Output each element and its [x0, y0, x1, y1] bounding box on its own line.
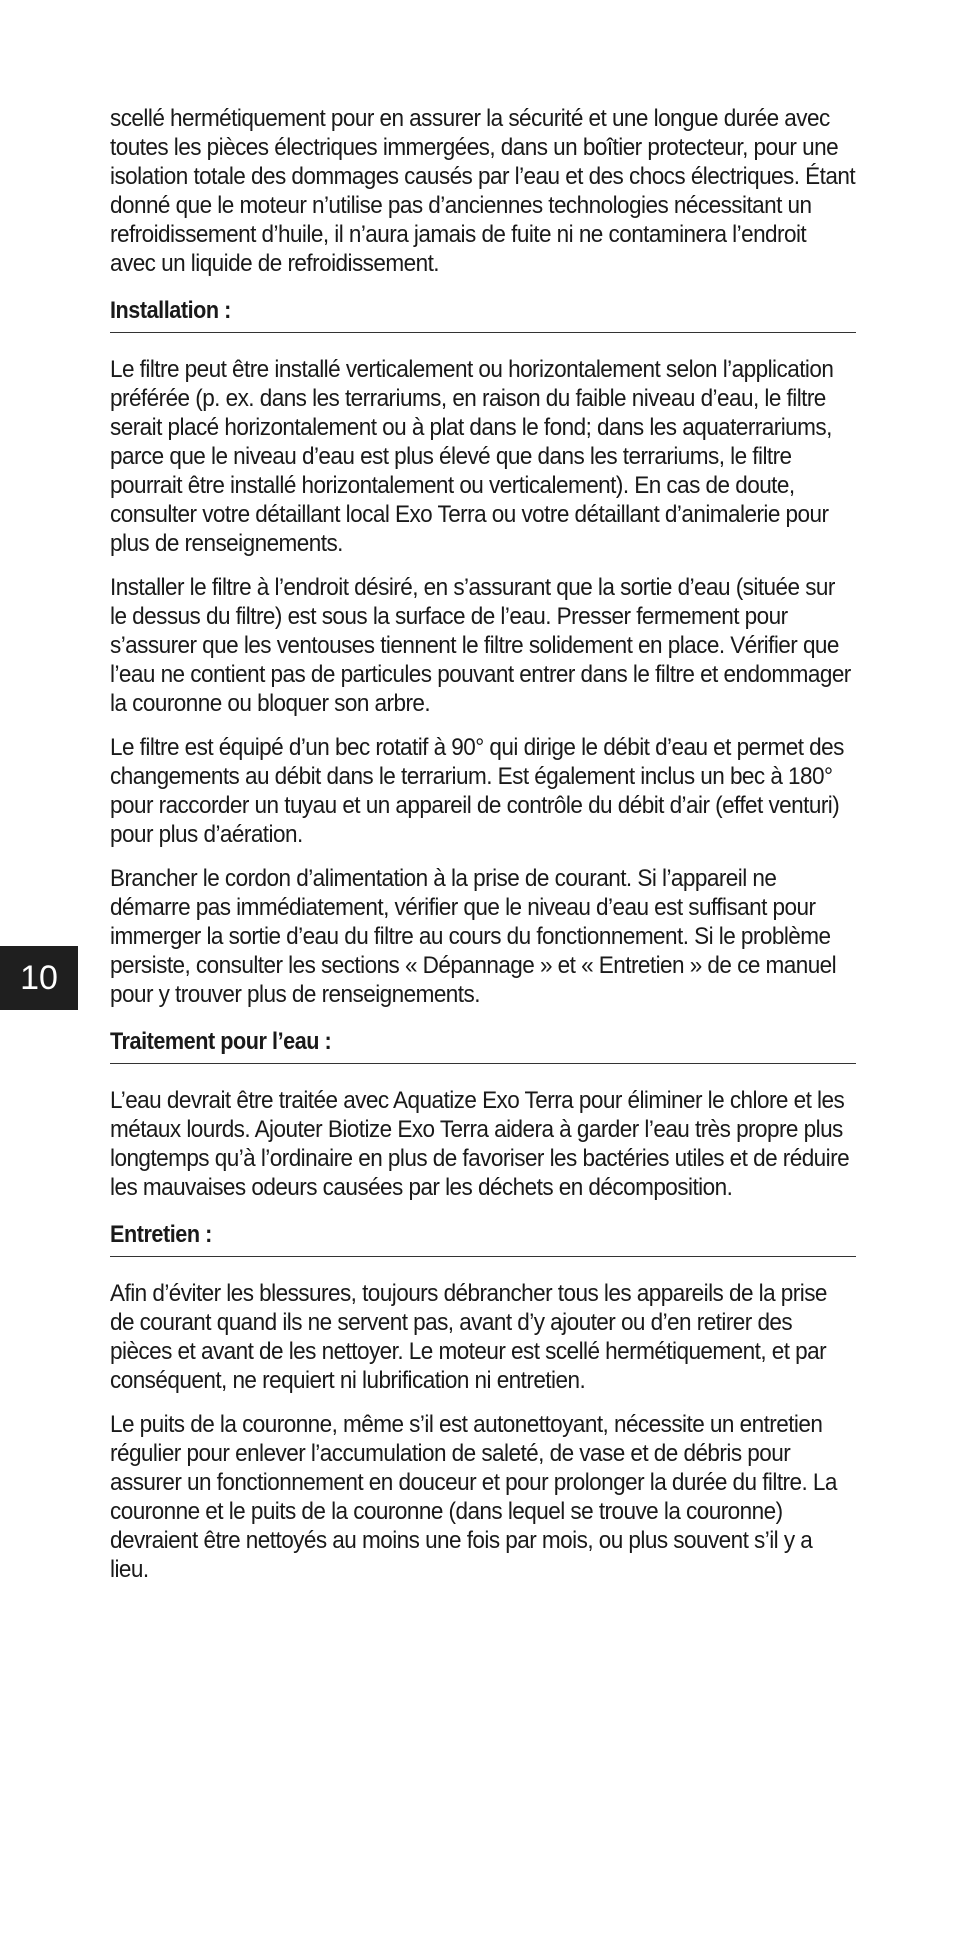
intro-paragraph: scellé hermétiquement pour en assurer la sécurité et une longue durée avec toutes les pièces électriques immergées, dans un boîtier protecteur, pour une isolation totale des dommages causés par l’eau et des chocs électriques. Étant donné que le moteur n’utilise pas d’anciennes technologies nécessitant un refroidissement d’huile, il n’aura jamais de fuite ni ne contaminera l’endroit avec un liquide de refroidissement. [110, 105, 856, 277]
installation-paragraph-3: Le filtre est équipé d’un bec rotatif à 90° qui dirige le débit d’eau et permet des changements au débit dans le terrarium. Est également inclus un bec à 180° pour raccorder un tuyau et un appareil de contrôle du débit d’air (effet venturi) pour plus d’aération. [110, 734, 844, 848]
traitement-paragraph-1: L’eau devrait être traitée avec Aquatize Exo Terra pour éliminer le chlore et les métaux lourds. Ajouter Biotize Exo Terra aidera à garder l’eau très propre plus longtemps qu’à l’ordinaire en plus de favoriser les bactéries utiles et de réduire les mauvaises odeurs causées par les déchets en décomposition. [110, 1087, 850, 1201]
manual-page-content [110, 104, 856, 1599]
installation-heading [110, 296, 856, 333]
entretien-heading [110, 1220, 856, 1257]
traitement-heading [110, 1027, 856, 1064]
page-number-tab: 10 [0, 946, 78, 1010]
installation-paragraph-1: Le filtre peut être installé verticalement ou horizontalement selon l’application préférée (p. ex. dans les terrariums, en raison du faible niveau d’eau, le filtre serait placé horizontalement ou à plat dans le fond; dans les aquaterrariums, parce que le niveau d’eau est plus élevé que dans les terrariums, le filtre pourrait être installé horizontalement ou verticalement). En cas de doute, consulter votre détaillant local Exo Terra ou votre détaillant d’animalerie pour plus de renseignements. [110, 356, 834, 557]
installation-paragraph-2: Installer le filtre à l’endroit désiré, en s’assurant que la sortie d’eau (située sur le dessus du filtre) est sous la surface de l’eau. Presser fermement pour s’assurer que les ventouses tiennent le filtre solidement en place. Vérifier que l’eau ne contient pas de particules pouvant entrer dans le filtre et endommager la couronne ou bloquer son arbre. [110, 574, 851, 717]
installation-heading-text: Installation : [110, 297, 231, 324]
installation-section [110, 355, 856, 1009]
entretien-paragraph-2: Le puits de la couronne, même s’il est autonettoyant, nécessite un entretien régulier pour enlever l’accumulation de saleté, de vase et de débris pour assurer un fonctionnement en douceur et pour prolonger la durée du filtre. La couronne et le puits de la couronne (dans lequel se trouve la couronne) devraient être nettoyés au moins une fois par mois, ou plus souvent s’il y a lieu. [110, 1411, 837, 1583]
entretien-section [110, 1279, 856, 1584]
installation-paragraph-4: Brancher le cordon d’alimentation à la prise de courant. Si l’appareil ne démarre pas immédiatement, vérifier que le niveau d’eau est suffisant pour immerger la sortie d’eau du filtre au cours du fonctionnement. Si le problème persiste, consulter les sections « Dépannage » et « Entretien » de ce manuel pour y trouver plus de renseignements. [110, 865, 837, 1008]
traitement-section [110, 1086, 856, 1202]
traitement-heading-text: Traitement pour l’eau : [110, 1028, 332, 1055]
entretien-paragraph-1: Afin d’éviter les blessures, toujours débrancher tous les appareils de la prise de courant quand ils ne servent pas, avant d’y ajouter ou d’en retirer des pièces et avant de les nettoyer. Le moteur est scellé hermétiquement, et par conséquent, ne requiert ni lubrification ni entretien. [110, 1280, 827, 1394]
entretien-heading-text: Entretien : [110, 1221, 212, 1248]
